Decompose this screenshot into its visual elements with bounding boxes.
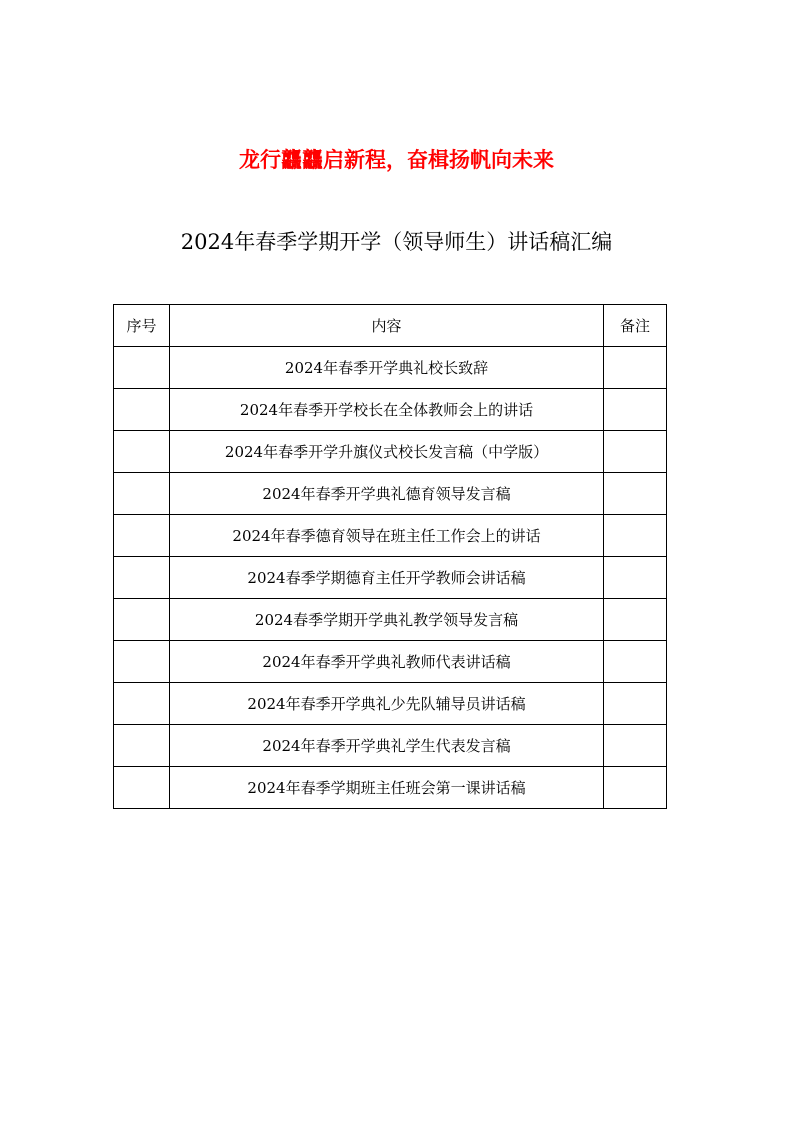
row-number <box>114 347 170 389</box>
row-remark <box>604 767 667 809</box>
row-number <box>114 431 170 473</box>
row-remark <box>604 599 667 641</box>
row-content: 2024春季学期德育主任开学教师会讲话稿 <box>170 557 604 599</box>
header-remark: 备注 <box>604 305 667 347</box>
header-content: 内容 <box>170 305 604 347</box>
headline: 龙行龘龘启新程，奋楫扬帆向未来 <box>239 148 554 172</box>
row-content: 2024年春季开学典礼德育领导发言稿 <box>170 473 604 515</box>
table-row <box>114 431 667 473</box>
row-content: 2024年春季开学校长在全体教师会上的讲话 <box>170 389 604 431</box>
row-number <box>114 515 170 557</box>
row-remark <box>604 347 667 389</box>
row-content: 2024年春季德育领导在班主任工作会上的讲话 <box>170 515 604 557</box>
row-remark <box>604 473 667 515</box>
row-number <box>114 557 170 599</box>
row-number <box>114 725 170 767</box>
row-remark <box>604 557 667 599</box>
row-content: 2024年春季学期班主任班会第一课讲话稿 <box>170 767 604 809</box>
row-remark <box>604 431 667 473</box>
table-row <box>114 767 667 809</box>
table-row <box>114 683 667 725</box>
row-number <box>114 641 170 683</box>
row-content: 2024年春季开学典礼教师代表讲话稿 <box>170 641 604 683</box>
table-header-row <box>114 305 667 347</box>
table-row <box>114 515 667 557</box>
table-row <box>114 557 667 599</box>
row-number <box>114 683 170 725</box>
row-number <box>114 767 170 809</box>
document-title: 2024年春季学期开学（领导师生）讲话稿汇编 <box>180 230 613 254</box>
row-number <box>114 389 170 431</box>
row-content: 2024年春季开学典礼校长致辞 <box>170 347 604 389</box>
header-number: 序号 <box>114 305 170 347</box>
row-content: 2024年春季开学典礼少先队辅导员讲话稿 <box>170 683 604 725</box>
table-row <box>114 599 667 641</box>
row-content: 2024年春季开学典礼学生代表发言稿 <box>170 725 604 767</box>
row-remark <box>604 389 667 431</box>
table-row <box>114 347 667 389</box>
table-row <box>114 725 667 767</box>
row-remark <box>604 725 667 767</box>
row-number <box>114 599 170 641</box>
table-row <box>114 473 667 515</box>
row-remark <box>604 641 667 683</box>
row-content: 2024年春季开学升旗仪式校长发言稿（中学版） <box>170 431 604 473</box>
row-number <box>114 473 170 515</box>
row-remark <box>604 683 667 725</box>
row-content: 2024春季学期开学典礼教学领导发言稿 <box>170 599 604 641</box>
contents-table <box>113 304 667 809</box>
row-remark <box>604 515 667 557</box>
table-row <box>114 641 667 683</box>
table-row <box>114 389 667 431</box>
